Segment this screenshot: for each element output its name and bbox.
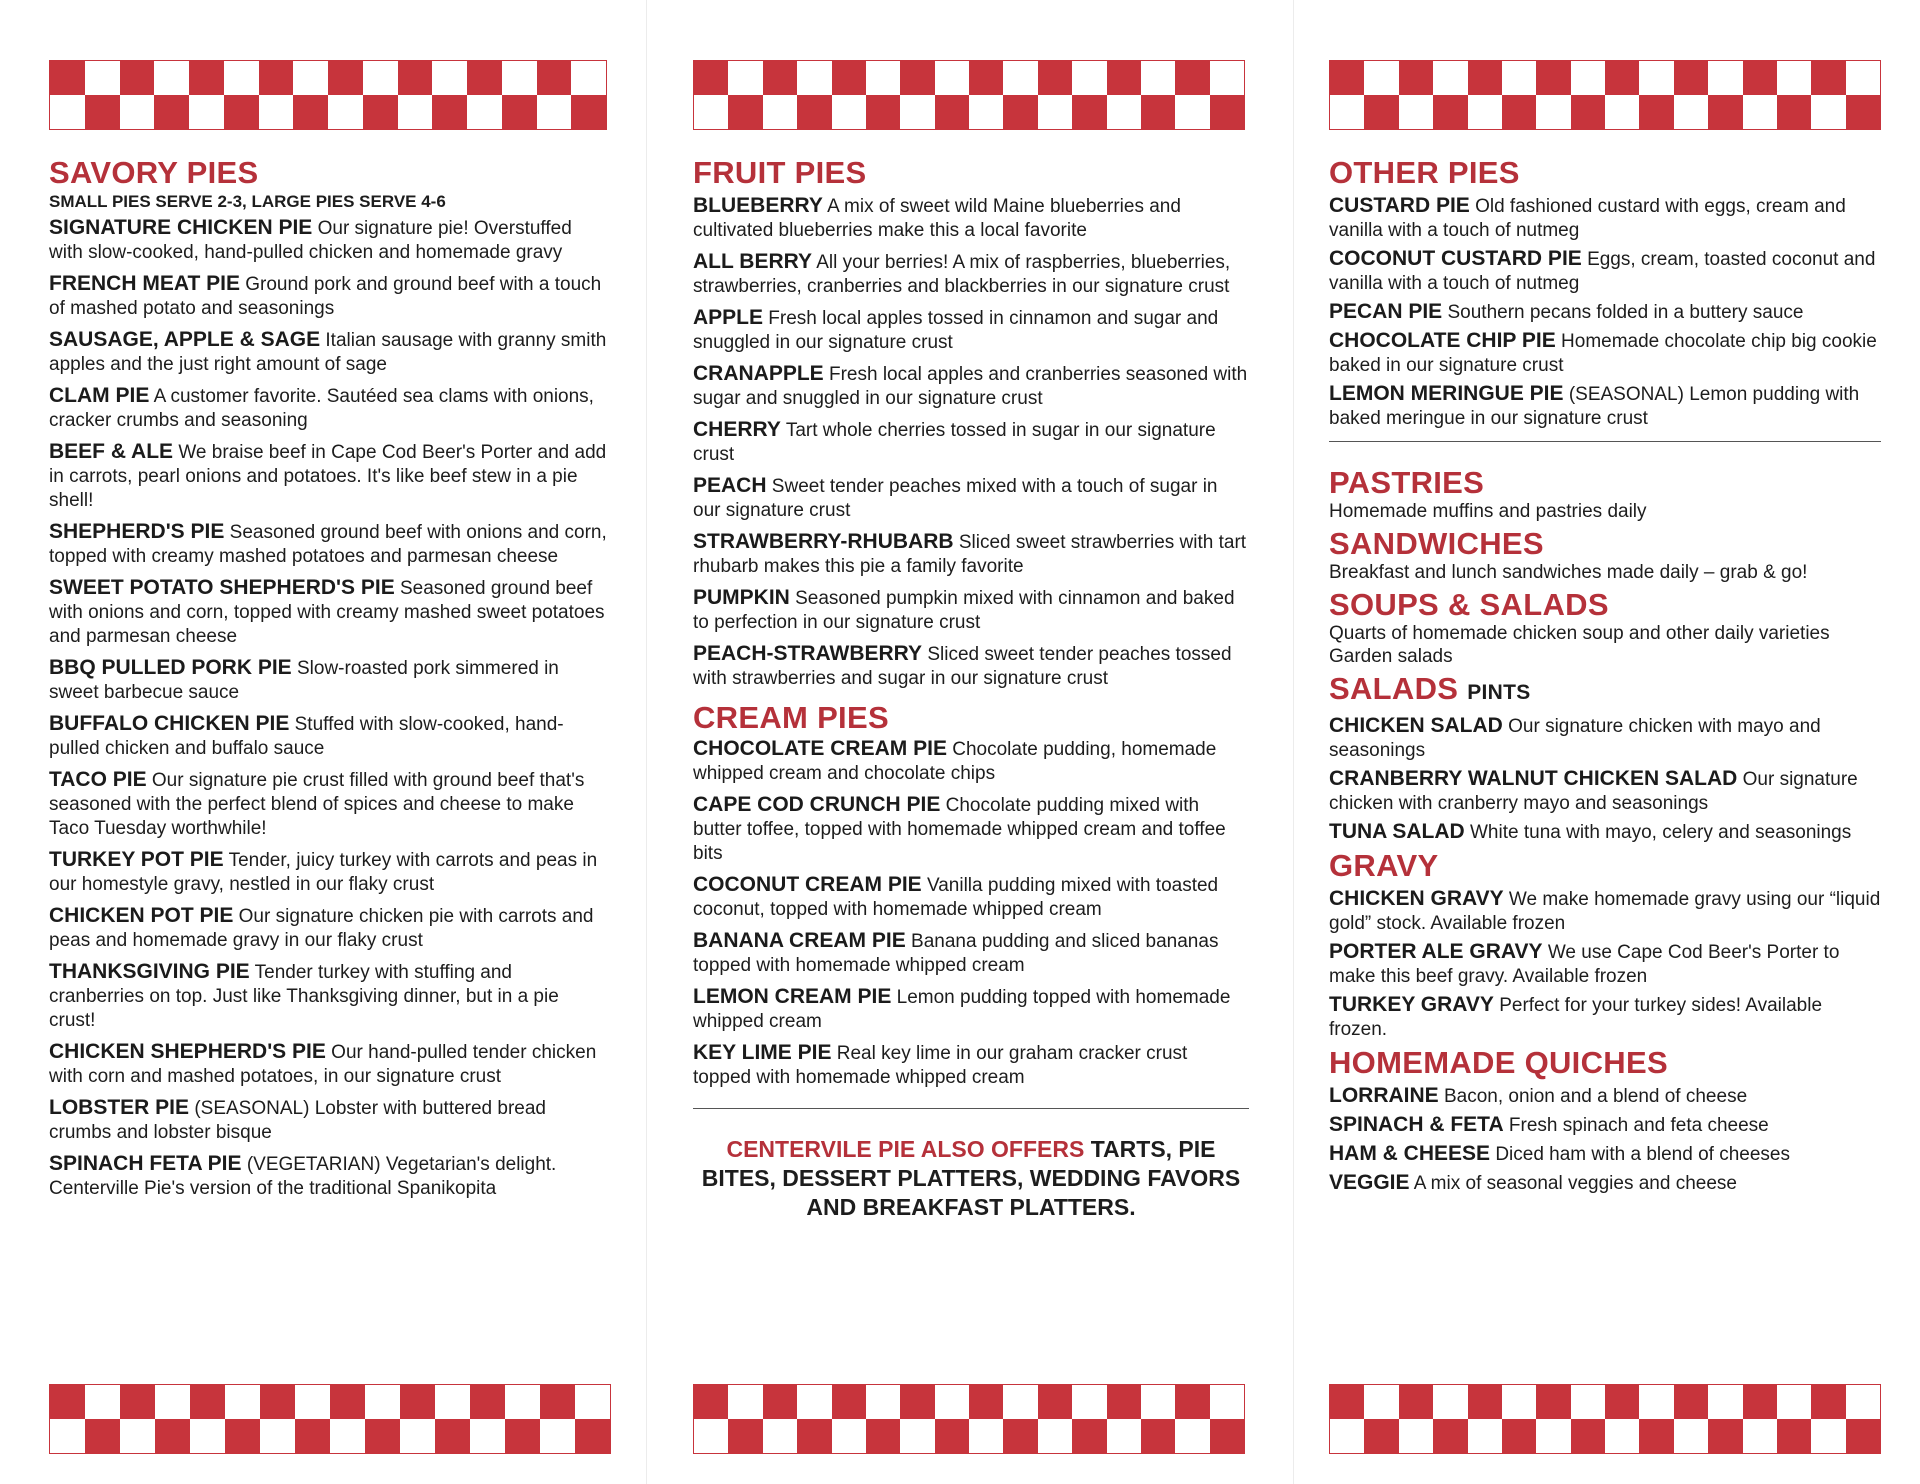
menu-item-description: Seasoned ground beef with onions and corn, topped with creamy mashed sweet potatoes and parmesan cheese	[49, 578, 605, 647]
menu-item	[693, 586, 1249, 635]
menu-item-name: CAPE COD CRUNCH PIE	[693, 793, 941, 816]
menu-item	[693, 362, 1249, 411]
checker-border-bottom	[49, 1384, 611, 1454]
menu-item-description: Vanilla pudding mixed with toasted coconut, topped with homemade whipped cream	[693, 875, 1219, 920]
menu-item-description: Southern pecans folded in a buttery sauce	[1447, 302, 1804, 323]
quiches-heading: HOMEMADE QUICHES	[1329, 1045, 1668, 1080]
checker-border-top	[49, 60, 607, 130]
menu-item	[693, 194, 1249, 243]
menu-item-description: Our signature chicken with mayo and seasonings	[1329, 716, 1821, 761]
menu-item	[1329, 382, 1881, 431]
menu-item-name: THANKSGIVING PIE	[49, 960, 250, 983]
salads-heading	[1329, 672, 1881, 710]
menu-item	[49, 576, 609, 649]
menu-item-name: SAUSAGE, APPLE & SAGE	[49, 328, 321, 351]
menu-item-name: SWEET POTATO SHEPHERD'S PIE	[49, 576, 395, 599]
menu-item-name: PEACH-STRAWBERRY	[693, 642, 923, 665]
menu-item-name: CHICKEN POT PIE	[49, 904, 234, 927]
menu-item	[49, 656, 609, 705]
menu-item-name: VEGGIE	[1329, 1171, 1410, 1194]
checker-border-top	[1329, 60, 1881, 130]
menu-item-description: Sliced sweet strawberries with tart rhubarb makes this pie a family favorite	[693, 532, 1247, 577]
menu-item	[1329, 247, 1881, 296]
salads-title: SALADS	[1329, 671, 1459, 706]
divider	[693, 1108, 1249, 1109]
fruit-pies-heading: FRUIT PIES	[693, 155, 867, 190]
menu-item-description: Vegetarian's delight. Centerville Pie's version of the traditional Spanikopita	[49, 1154, 557, 1199]
menu-item-description: Stuffed with slow-cooked, hand-pulled chicken and buffalo sauce	[49, 714, 564, 759]
menu-item-name: CHICKEN SHEPHERD'S PIE	[49, 1040, 326, 1063]
menu-item-name: PEACH	[693, 474, 767, 497]
menu-item-name: CHICKEN SALAD	[1329, 714, 1503, 737]
cream-pies-list	[693, 737, 1249, 1090]
menu-item-description: All your berries! A mix of raspberries, blueberries, strawberries, cranberries and blackberries in our signature crust	[693, 252, 1231, 297]
sandwiches-heading: SANDWICHES	[1329, 526, 1544, 561]
menu-item-description: A mix of sweet wild Maine blueberries and cultivated blueberries make this a local favorite	[693, 196, 1181, 241]
menu-item	[49, 216, 609, 265]
menu-item-description: Sliced sweet tender peaches tossed with strawberries and sugar in our signature crust	[693, 644, 1232, 689]
menu-item-description: Chocolate pudding, homemade whipped cream and chocolate chips	[693, 739, 1217, 784]
menu-item	[49, 768, 609, 841]
menu-item-description: Fresh spinach and feta cheese	[1508, 1115, 1769, 1136]
menu-item-description: Our signature pie crust filled with ground beef that's seasoned with the perfect blend of spices and cheese to make Taco Tuesday worthwhile!	[49, 770, 585, 839]
menu-item-description: Our signature chicken with cranberry mayo and seasonings	[1329, 769, 1858, 814]
panel-fold	[1293, 0, 1294, 1484]
menu-item	[1329, 300, 1881, 325]
fruit-pies-list	[693, 194, 1249, 691]
menu-item-description: Eggs, cream, toasted coconut and vanilla with a touch of nutmeg	[1329, 249, 1876, 294]
menu-item-description: Our hand-pulled tender chicken with corn and mashed potatoes, in our signature crust	[49, 1042, 597, 1087]
menu-item	[1329, 714, 1881, 763]
menu-item	[693, 985, 1249, 1034]
menu-item-description: Slow-roasted pork simmered in sweet barbecue sauce	[49, 658, 559, 703]
menu-item	[1329, 1171, 1881, 1196]
menu-panel-left	[49, 0, 609, 1484]
menu-item-name: CLAM PIE	[49, 384, 150, 407]
menu-item-description: Tart whole cherries tossed in sugar in our signature crust	[693, 420, 1216, 465]
menu-item-name: PORTER ALE GRAVY	[1329, 940, 1543, 963]
menu-item	[1329, 767, 1881, 816]
also-offers-highlight: CENTERVILE PIE ALSO OFFERS	[726, 1136, 1085, 1162]
menu-item	[693, 737, 1249, 786]
menu-item	[1329, 1113, 1881, 1138]
savory-pies-heading: SAVORY PIES	[49, 155, 259, 190]
divider	[1329, 441, 1881, 442]
menu-item-description: Seasoned pumpkin mixed with cinnamon and baked to perfection in our signature crust	[693, 588, 1235, 633]
menu-item-name: CHICKEN GRAVY	[1329, 887, 1504, 910]
menu-item-name: TUNA SALAD	[1329, 820, 1465, 843]
menu-item-tag: (VEGETARIAN)	[246, 1154, 381, 1175]
menu-item-name: COCONUT CUSTARD PIE	[1329, 247, 1582, 270]
menu-item-name: BUFFALO CHICKEN PIE	[49, 712, 290, 735]
menu-item-name: HAM & CHEESE	[1329, 1142, 1491, 1165]
salads-pints-label: PINTS	[1467, 681, 1531, 704]
menu-item	[693, 929, 1249, 978]
menu-item-description: Our signature pie! Overstuffed with slow-cooked, hand-pulled chicken and homemade gravy	[49, 218, 572, 263]
menu-item	[49, 1040, 609, 1089]
menu-item-description: Sweet tender peaches mixed with a touch of sugar in our signature crust	[693, 476, 1218, 521]
menu-item	[1329, 329, 1881, 378]
menu-item	[693, 642, 1249, 691]
gravy-list	[1329, 887, 1881, 1042]
menu-item	[1329, 1142, 1881, 1167]
menu-item-description: Ground pork and ground beef with a touch of mashed potato and seasonings	[49, 274, 602, 319]
menu-item	[1329, 194, 1881, 243]
menu-item	[1329, 940, 1881, 989]
menu-item	[693, 873, 1249, 922]
menu-item-name: SIGNATURE CHICKEN PIE	[49, 216, 313, 239]
pastries-text: Homemade muffins and pastries daily	[1329, 501, 1647, 522]
menu-panel-center	[693, 0, 1249, 1484]
menu-item-description: We use Cape Cod Beer's Porter to make this beef gravy. Available frozen	[1329, 942, 1840, 987]
other-pies-list	[1329, 194, 1881, 431]
also-offers-note	[693, 1135, 1249, 1222]
menu-panel-right	[1329, 0, 1881, 1484]
savory-pies-list	[49, 216, 609, 1201]
menu-item	[1329, 1084, 1881, 1109]
menu-item-name: LEMON CREAM PIE	[693, 985, 892, 1008]
menu-item-name: CRANAPPLE	[693, 362, 824, 385]
menu-item-description: We braise beef in Cape Cod Beer's Porter and add in carrots, pearl onions and potatoes. It's like beef stew in a pie shell!	[49, 442, 607, 511]
menu-item-tag: (SEASONAL)	[194, 1098, 310, 1119]
menu-item-description: Real key lime in our graham cracker crust topped with homemade whipped cream	[693, 1043, 1188, 1088]
menu-item-description: Fresh local apples and cranberries seasoned with sugar and snuggled in our signature crust	[693, 364, 1248, 409]
menu-item-name: PUMPKIN	[693, 586, 790, 609]
menu-item-description: Tender, juicy turkey with carrots and peas in our homestyle gravy, nestled in our flaky crust	[49, 850, 598, 895]
pastries-heading: PASTRIES	[1329, 465, 1485, 500]
soups-salads-heading: SOUPS & SALADS	[1329, 587, 1609, 622]
menu-item-description: Tender turkey with stuffing and cranberries on top. Just like Thanksgiving dinner, but in a pie crust!	[49, 962, 559, 1031]
menu-item-name: SHEPHERD'S PIE	[49, 520, 225, 543]
soups-text: Quarts of homemade chicken soup and other daily varieties	[1329, 623, 1830, 644]
menu-item	[1329, 887, 1881, 936]
menu-item	[49, 328, 609, 377]
menu-item-tag: (SEASONAL)	[1568, 384, 1684, 405]
panel-fold	[646, 0, 647, 1484]
menu-item-description: Old fashioned custard with eggs, cream and vanilla with a touch of nutmeg	[1329, 196, 1846, 241]
menu-item	[1329, 820, 1881, 845]
garden-salads-text: Garden salads	[1329, 646, 1453, 667]
menu-item	[49, 520, 609, 569]
menu-item-name: APPLE	[693, 306, 764, 329]
menu-item	[693, 418, 1249, 467]
menu-item	[49, 1096, 609, 1145]
menu-item-name: SPINACH & FETA	[1329, 1113, 1504, 1136]
menu-item-name: TACO PIE	[49, 768, 147, 791]
menu-item	[693, 530, 1249, 579]
also-offers-text: TARTS, PIE BITES, DESSERT PLATTERS, WEDDING FAVORS AND BREAKFAST PLATTERS.	[701, 1136, 1241, 1220]
other-pies-heading: OTHER PIES	[1329, 155, 1520, 190]
menu-item-description: White tuna with mayo, celery and seasonings	[1470, 822, 1852, 843]
menu-item-name: KEY LIME PIE	[693, 1041, 832, 1064]
menu-item-name: BEEF & ALE	[49, 440, 174, 463]
menu-item	[693, 474, 1249, 523]
menu-item-name: LORRAINE	[1329, 1084, 1439, 1107]
salads-list	[1329, 714, 1881, 845]
menu-item-name: CHERRY	[693, 418, 781, 441]
menu-item	[49, 1152, 609, 1201]
serving-size-note: SMALL PIES SERVE 2-3, LARGE PIES SERVE 4-6	[49, 192, 446, 211]
menu-item-name: PECAN PIE	[1329, 300, 1443, 323]
menu-item	[49, 712, 609, 761]
menu-item-description: Lemon pudding with baked meringue in our signature crust	[1329, 384, 1860, 429]
menu-item-description: Fresh local apples tossed in cinnamon and sugar and snuggled in our signature crust	[693, 308, 1219, 353]
menu-item	[49, 272, 609, 321]
menu-item-description: Chocolate pudding mixed with butter toffee, topped with homemade whipped cream and toffee bits	[693, 795, 1226, 864]
menu-item	[693, 1041, 1249, 1090]
menu-item-description: Seasoned ground beef with onions and corn, topped with creamy mashed potatoes and parmesan cheese	[49, 522, 607, 567]
quiches-list	[1329, 1084, 1881, 1196]
menu-item-description: Diced ham with a blend of cheeses	[1495, 1144, 1790, 1165]
menu-item	[49, 960, 609, 1033]
menu-item-name: BANANA CREAM PIE	[693, 929, 906, 952]
menu-item-name: FRENCH MEAT PIE	[49, 272, 240, 295]
menu-item-name: CUSTARD PIE	[1329, 194, 1470, 217]
menu-item-name: COCONUT CREAM PIE	[693, 873, 922, 896]
menu-item-name: CHOCOLATE CREAM PIE	[693, 737, 947, 760]
menu-item	[1329, 993, 1881, 1042]
menu-item	[49, 904, 609, 953]
menu-item-name: LOBSTER PIE	[49, 1096, 190, 1119]
cream-pies-heading: CREAM PIES	[693, 700, 889, 735]
menu-item-description: We make homemade gravy using our “liquid gold” stock. Available frozen	[1329, 889, 1881, 934]
menu-item-description: Lobster with buttered bread crumbs and lobster bisque	[49, 1098, 546, 1143]
menu-item-name: TURKEY POT PIE	[49, 848, 224, 871]
menu-item	[693, 250, 1249, 299]
menu-item-description: Italian sausage with granny smith apples and the just right amount of sage	[49, 330, 607, 375]
menu-item-description: Homemade chocolate chip big cookie baked in our signature crust	[1329, 331, 1877, 376]
menu-item-name: STRAWBERRY-RHUBARB	[693, 530, 954, 553]
checker-border-bottom	[1329, 1384, 1881, 1454]
menu-item-description: Perfect for your turkey sides! Available frozen.	[1329, 995, 1823, 1040]
menu-item-name: TURKEY GRAVY	[1329, 993, 1494, 1016]
menu-item-name: BBQ PULLED PORK PIE	[49, 656, 292, 679]
menu-item	[49, 384, 609, 433]
menu-item-name: BLUEBERRY	[693, 194, 823, 217]
menu-item-name: LEMON MERINGUE PIE	[1329, 382, 1564, 405]
checker-border-bottom	[693, 1384, 1245, 1454]
menu-item-description: A customer favorite. Sautéed sea clams with onions, cracker crumbs and seasoning	[49, 386, 594, 431]
menu-item-name: CHOCOLATE CHIP PIE	[1329, 329, 1556, 352]
menu-item-description: Our signature chicken pie with carrots and peas and homemade gravy in our flaky crust	[49, 906, 594, 951]
menu-item-description: Banana pudding and sliced bananas topped with homemade whipped cream	[693, 931, 1219, 976]
menu-item	[49, 848, 609, 897]
menu-item-name: SPINACH FETA PIE	[49, 1152, 242, 1175]
menu-item-description: A mix of seasonal veggies and cheese	[1413, 1173, 1737, 1194]
menu-item	[693, 306, 1249, 355]
menu-item-name: ALL BERRY	[693, 250, 813, 273]
menu-item-description: Bacon, onion and a blend of cheese	[1443, 1086, 1748, 1107]
menu-item-name: CRANBERRY WALNUT CHICKEN SALAD	[1329, 767, 1738, 790]
sandwiches-text: Breakfast and lunch sandwiches made daily – grab & go!	[1329, 562, 1808, 583]
menu-item	[693, 793, 1249, 866]
checker-border-top	[693, 60, 1245, 130]
gravy-heading: GRAVY	[1329, 848, 1439, 883]
menu-item	[49, 440, 609, 513]
menu-item-description: Lemon pudding topped with homemade whipped cream	[693, 987, 1231, 1032]
